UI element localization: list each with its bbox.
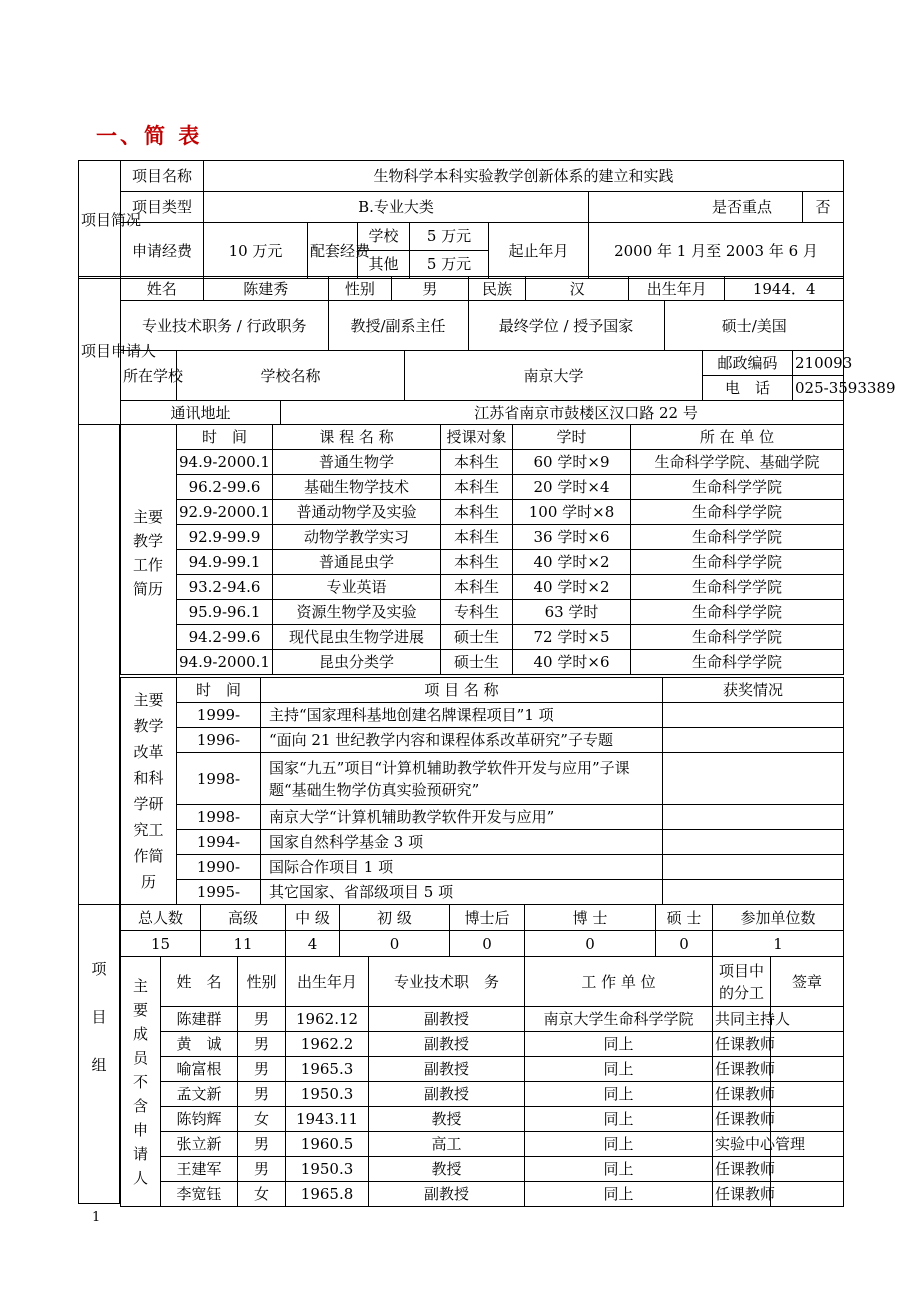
member-cell-0: 孟文新 [161, 1082, 238, 1107]
applicant-section-label: 项目申请人 [79, 277, 121, 425]
member-cell-6 [771, 1032, 844, 1057]
research-time: 1996- [177, 728, 261, 753]
other-funds-value: 5 万元 [426, 255, 472, 273]
table-row [121, 475, 844, 500]
period-value: 2000 年 1 月至 2003 年 6 月 [589, 223, 844, 279]
teaching-cell-0: 94.9-99.1 [177, 550, 273, 575]
team-left-column [78, 904, 120, 1204]
count-header-3: 初 级 [340, 905, 450, 931]
teaching-cell-3: 63 学时 [513, 600, 631, 625]
member-cell-4: 同上 [525, 1082, 713, 1107]
research-award [663, 805, 844, 830]
research-time: 1998- [177, 805, 261, 830]
teaching-cell-1: 基础生物学技术 [273, 475, 441, 500]
team-section-label: 项目组 [91, 960, 107, 1074]
count-value-4: 0 [450, 931, 525, 957]
count-header-7: 参加单位数 [713, 905, 844, 931]
teaching-header-3: 学时 [513, 425, 631, 450]
count-header-4: 博士后 [450, 905, 525, 931]
name-label: 姓名 [121, 277, 203, 300]
key-project-value: 否 [803, 192, 844, 223]
overview-section-label: 项目简况 [79, 161, 121, 279]
research-award [663, 728, 844, 753]
funds-value: 10 万元 [204, 223, 308, 279]
member-cell-2: 1943.11 [286, 1107, 369, 1132]
member-cell-5: 任课教师 [713, 1157, 771, 1182]
school-name-value: 南京大学 [405, 351, 703, 401]
teaching-table [120, 424, 844, 675]
member-cell-0: 喻富根 [161, 1057, 238, 1082]
member-cell-1: 男 [238, 1032, 286, 1057]
applicant-table [78, 276, 896, 425]
teaching-cell-4: 生命科学学院 [631, 600, 844, 625]
other-funds-label: 其他 [368, 255, 399, 273]
research-header-2: 获奖情况 [663, 678, 844, 703]
project-type-label: 项目类型 [121, 192, 204, 223]
research-time: 1994- [177, 830, 261, 855]
member-cell-1: 女 [238, 1182, 286, 1207]
table-row [121, 525, 844, 550]
teaching-section-label: 主要教学工作简历 [132, 508, 163, 598]
member-cell-5: 任课教师 [713, 1182, 771, 1207]
gender-label: 性别 [328, 277, 391, 300]
table-row [121, 575, 844, 600]
research-time: 1998- [177, 753, 261, 805]
teaching-cell-3: 100 学时×8 [513, 500, 631, 525]
member-cell-1: 男 [238, 1007, 286, 1032]
member-cell-0: 王建军 [161, 1157, 238, 1182]
member-cell-4: 同上 [525, 1032, 713, 1057]
teaching-header-4: 所 在 单 位 [631, 425, 844, 450]
ethnic-value: 汉 [526, 277, 629, 300]
teaching-cell-1: 资源生物学及实验 [273, 600, 441, 625]
member-cell-1: 男 [238, 1132, 286, 1157]
research-project: 国家“九五”项目“计算机辅助教学软件开发与应用”子课题“基础生物学仿真实验预研究” [261, 753, 663, 805]
address-label: 通讯地址 [121, 401, 281, 425]
count-value-3: 0 [340, 931, 450, 957]
teaching-cell-0: 95.9-96.1 [177, 600, 273, 625]
birth-label: 出生年月 [629, 277, 725, 300]
teaching-header-2: 授课对象 [441, 425, 513, 450]
page-title: 一、简 表 [96, 123, 203, 148]
research-project: 南京大学“计算机辅助教学软件开发与应用” [261, 805, 663, 830]
table-row [121, 1157, 844, 1182]
phone-value: 025-3593389 [795, 379, 896, 397]
member-cell-2: 1962.2 [286, 1032, 369, 1057]
teaching-cell-1: 专业英语 [273, 575, 441, 600]
funds-label: 申请经费 [121, 223, 204, 279]
research-table [120, 677, 844, 905]
teaching-cell-0: 92.9-2000.1 [177, 500, 273, 525]
member-cell-5: 任课教师 [713, 1057, 771, 1082]
teaching-cell-4: 生命科学学院 [631, 525, 844, 550]
member-cell-3: 副教授 [369, 1057, 525, 1082]
teaching-cell-2: 本科生 [441, 525, 513, 550]
table-row [121, 1107, 844, 1132]
title-label: 专业技术职务 / 行政职务 [121, 301, 328, 350]
count-value-1: 11 [201, 931, 286, 957]
count-value-6: 0 [656, 931, 713, 957]
applicant-left-column [78, 424, 120, 904]
teaching-cell-2: 本科生 [441, 475, 513, 500]
count-header-6: 硕 士 [656, 905, 713, 931]
teaching-cell-0: 94.2-99.6 [177, 625, 273, 650]
table-row [121, 1082, 844, 1107]
teaching-cell-0: 93.2-94.6 [177, 575, 273, 600]
member-header-6: 签章 [771, 957, 844, 1007]
member-cell-6 [771, 1182, 844, 1207]
table-row [121, 1132, 844, 1157]
teaching-cell-1: 动物学教学实习 [273, 525, 441, 550]
teaching-cell-0: 92.9-99.9 [177, 525, 273, 550]
member-cell-4: 南京大学生命科学学院 [525, 1007, 713, 1032]
member-cell-4: 同上 [525, 1157, 713, 1182]
teaching-cell-2: 本科生 [441, 500, 513, 525]
member-cell-4: 同上 [525, 1132, 713, 1157]
member-cell-1: 男 [238, 1082, 286, 1107]
project-type-value: B.专业大类 [204, 192, 589, 223]
title-value: 教授/副系主任 [328, 301, 468, 350]
teaching-cell-4: 生命科学学院 [631, 625, 844, 650]
school-name-label: 学校名称 [177, 351, 405, 401]
count-value-7: 1 [713, 931, 844, 957]
table-row [121, 625, 844, 650]
teaching-cell-3: 40 学时×2 [513, 550, 631, 575]
member-cell-1: 女 [238, 1107, 286, 1132]
member-cell-5: 任课教师 [713, 1032, 771, 1057]
teaching-cell-4: 生命科学学院 [631, 650, 844, 675]
research-award [663, 703, 844, 728]
table-row [121, 703, 844, 728]
table-row [121, 600, 844, 625]
research-project: 其它国家、省部级项目 5 项 [261, 880, 663, 905]
postcode-label: 邮政编码 [703, 351, 793, 375]
table-row [121, 855, 844, 880]
research-header-0: 时 间 [177, 678, 261, 703]
school-group-label: 所在学校 [121, 351, 177, 401]
member-header-4: 工 作 单 位 [525, 957, 713, 1007]
table-row [121, 805, 844, 830]
project-name-value: 生物科学本科实验教学创新体系的建立和实践 [204, 161, 844, 192]
research-award [663, 753, 844, 805]
teaching-cell-4: 生命科学学院 [631, 500, 844, 525]
member-header-0: 姓 名 [161, 957, 238, 1007]
member-cell-2: 1950.3 [286, 1157, 369, 1182]
team-table [120, 904, 844, 1207]
teaching-cell-3: 40 学时×2 [513, 575, 631, 600]
period-label: 起止年月 [489, 223, 589, 279]
member-cell-2: 1965.8 [286, 1182, 369, 1207]
member-cell-5: 共同主持人 [713, 1007, 771, 1032]
count-header-1: 高级 [201, 905, 286, 931]
overview-table [78, 160, 844, 279]
birth-value: 1944．4 [752, 279, 816, 298]
member-cell-3: 教授 [369, 1107, 525, 1132]
teaching-cell-0: 94.9-2000.1 [177, 450, 273, 475]
member-cell-2: 1960.5 [286, 1132, 369, 1157]
teaching-cell-4: 生命科学学院 [631, 575, 844, 600]
research-award [663, 880, 844, 905]
count-value-5: 0 [525, 931, 656, 957]
research-header-1: 项 目 名 称 [261, 678, 663, 703]
teaching-cell-3: 20 学时×4 [513, 475, 631, 500]
teaching-cell-2: 本科生 [441, 575, 513, 600]
count-header-2: 中 级 [286, 905, 340, 931]
member-cell-2: 1962.12 [286, 1007, 369, 1032]
member-cell-3: 副教授 [369, 1007, 525, 1032]
member-cell-5: 实验中心管理 [713, 1132, 771, 1157]
school-funds-label: 学校 [358, 223, 409, 251]
research-time: 1990- [177, 855, 261, 880]
teaching-cell-3: 36 学时×6 [513, 525, 631, 550]
teaching-cell-2: 专科生 [441, 600, 513, 625]
matching-funds-label: 配套经费 [308, 223, 358, 279]
teaching-cell-2: 硕士生 [441, 650, 513, 675]
count-header-5: 博 士 [525, 905, 656, 931]
member-cell-2: 1965.3 [286, 1057, 369, 1082]
member-cell-6 [771, 1057, 844, 1082]
table-row [121, 550, 844, 575]
teaching-cell-1: 普通生物学 [273, 450, 441, 475]
address-value: 江苏省南京市鼓楼区汉口路 22 号 [281, 401, 844, 425]
member-cell-3: 副教授 [369, 1182, 525, 1207]
member-cell-6 [771, 1157, 844, 1182]
research-project: 国际合作项目 1 项 [261, 855, 663, 880]
research-project: 国家自然科学基金 3 项 [261, 830, 663, 855]
teaching-cell-3: 72 学时×5 [513, 625, 631, 650]
table-row [121, 1182, 844, 1207]
research-award [663, 855, 844, 880]
key-project-label: 是否重点 [589, 192, 803, 223]
table-row [121, 880, 844, 905]
member-cell-6 [771, 1107, 844, 1132]
member-cell-4: 同上 [525, 1107, 713, 1132]
table-row [121, 1057, 844, 1082]
member-cell-5: 任课教师 [713, 1107, 771, 1132]
research-project: 主持“国家理科基地创建名牌课程项目”1 项 [261, 703, 663, 728]
name-value: 陈建秀 [203, 277, 328, 300]
research-time: 1995- [177, 880, 261, 905]
teaching-cell-0: 94.9-2000.1 [177, 650, 273, 675]
teaching-cell-3: 40 学时×6 [513, 650, 631, 675]
teaching-cell-2: 本科生 [441, 450, 513, 475]
member-cell-3: 高工 [369, 1132, 525, 1157]
member-cell-5: 任课教师 [713, 1082, 771, 1107]
teaching-cell-0: 96.2-99.6 [177, 475, 273, 500]
teaching-header-0: 时 间 [177, 425, 273, 450]
table-row [121, 830, 844, 855]
teaching-cell-4: 生命科学学院 [631, 475, 844, 500]
degree-value: 硕士/美国 [721, 316, 787, 335]
gender-value: 男 [391, 277, 468, 300]
member-header-2: 出生年月 [286, 957, 369, 1007]
member-cell-0: 李宽钰 [161, 1182, 238, 1207]
research-section-label: 主要教学改革和科学研究工作简历 [121, 678, 177, 905]
table-row [121, 1007, 844, 1032]
member-cell-6 [771, 1082, 844, 1107]
member-cell-1: 男 [238, 1157, 286, 1182]
teaching-cell-2: 本科生 [441, 550, 513, 575]
teaching-cell-1: 昆虫分类学 [273, 650, 441, 675]
school-funds-value: 5 万元 [410, 223, 488, 251]
member-cell-0: 陈钧辉 [161, 1107, 238, 1132]
count-value-0: 15 [121, 931, 201, 957]
member-header-5: 项目中的分工 [713, 957, 771, 1007]
degree-label: 最终学位 / 授予国家 [468, 301, 664, 350]
member-cell-0: 黄 诚 [161, 1032, 238, 1057]
phone-label: 电 话 [703, 376, 793, 400]
member-header-3: 专业技术职 务 [369, 957, 525, 1007]
project-name-label: 项目名称 [121, 161, 204, 192]
member-cell-0: 陈建群 [161, 1007, 238, 1032]
member-cell-3: 副教授 [369, 1082, 525, 1107]
teaching-cell-2: 硕士生 [441, 625, 513, 650]
member-cell-4: 同上 [525, 1057, 713, 1082]
teaching-cell-1: 普通昆虫学 [273, 550, 441, 575]
count-value-2: 4 [286, 931, 340, 957]
member-cell-3: 副教授 [369, 1032, 525, 1057]
teaching-cell-1: 普通动物学及实验 [273, 500, 441, 525]
member-header-1: 性别 [238, 957, 286, 1007]
research-project: “面向 21 世纪教学内容和课程体系改革研究”子专题 [261, 728, 663, 753]
table-row [121, 650, 844, 675]
table-row [121, 728, 844, 753]
postcode-value: 210093 [795, 354, 853, 372]
table-row [121, 1032, 844, 1057]
ethnic-label: 民族 [468, 277, 525, 300]
member-cell-2: 1950.3 [286, 1082, 369, 1107]
table-row [121, 753, 844, 805]
count-header-0: 总人数 [121, 905, 201, 931]
members-section-label: 主要成员不含申请人 [121, 957, 161, 1207]
teaching-cell-4: 生命科学学院、基础学院 [631, 450, 844, 475]
table-row [121, 500, 844, 525]
research-award [663, 830, 844, 855]
teaching-cell-4: 生命科学学院 [631, 550, 844, 575]
member-cell-4: 同上 [525, 1182, 713, 1207]
research-time: 1999- [177, 703, 261, 728]
teaching-cell-3: 60 学时×9 [513, 450, 631, 475]
table-row [121, 450, 844, 475]
teaching-cell-1: 现代昆虫生物学进展 [273, 625, 441, 650]
member-cell-0: 张立新 [161, 1132, 238, 1157]
page-number: 1 [92, 1210, 101, 1225]
teaching-header-1: 课 程 名 称 [273, 425, 441, 450]
member-cell-1: 男 [238, 1057, 286, 1082]
member-cell-3: 教授 [369, 1157, 525, 1182]
